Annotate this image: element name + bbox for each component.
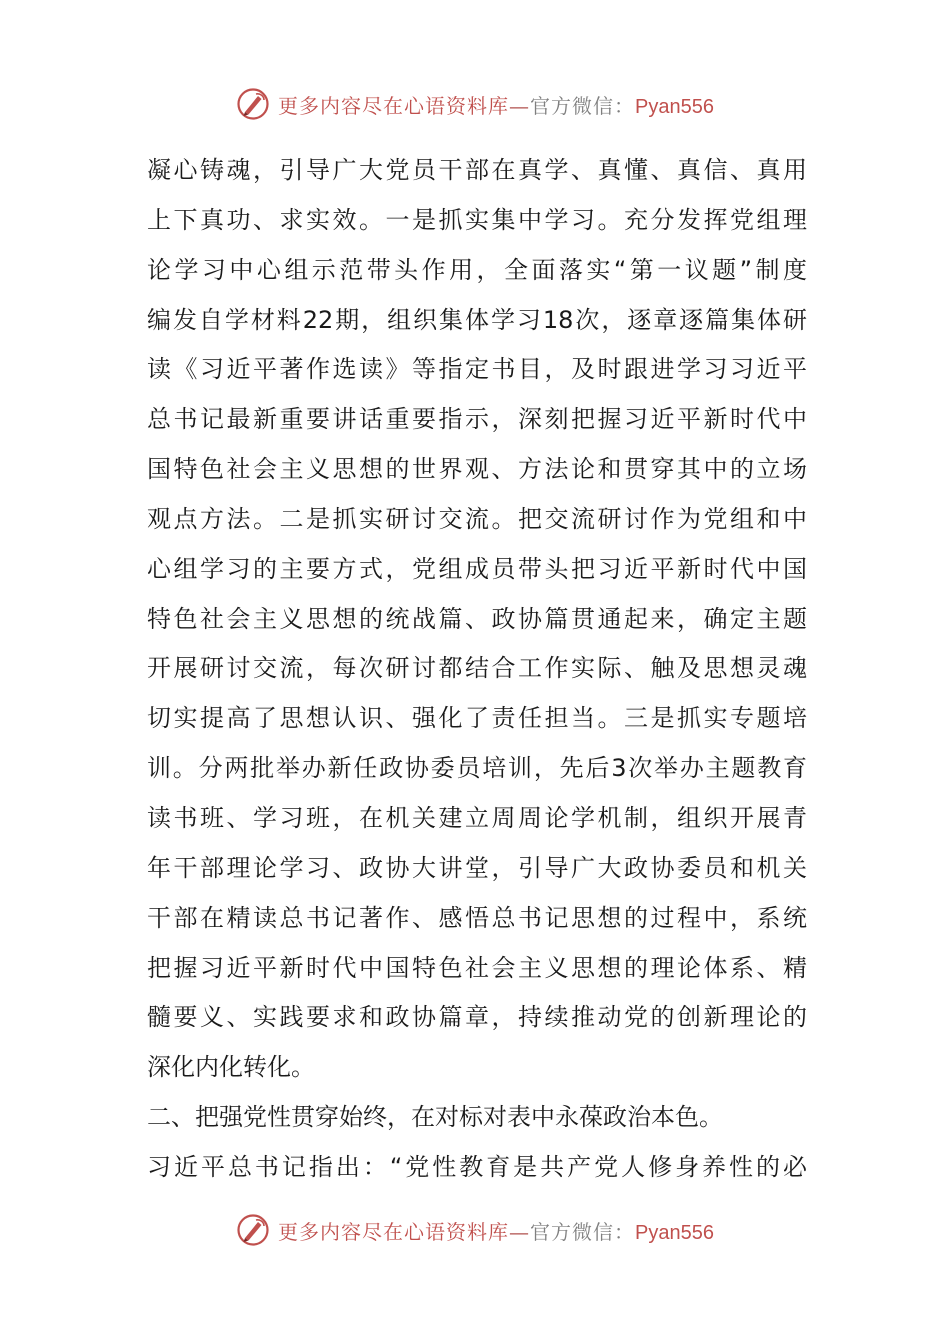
- text-line: 编发自学材料22期，组织集体学习18次，逐章逐篇集体研: [147, 305, 807, 334]
- text-line: 深化内化转化。: [147, 1053, 315, 1082]
- text-line: 特色社会主义思想的统战篇、政协篇贯通起来，确定主题: [147, 604, 807, 633]
- text-line: 切实提高了思想认识、强化了责任担当。三是抓实专题培: [147, 704, 807, 733]
- banner-title: 更多内容尽在心语资料库: [278, 1219, 510, 1244]
- pen-logo-icon: [236, 1213, 270, 1247]
- text-line: 心组学习的主要方式，党组成员带头把习近平新时代中国: [147, 554, 807, 583]
- text-line: 髓要义、实践要求和政协篇章，持续推动党的创新理论的: [147, 1003, 807, 1032]
- text-line: 开展研讨交流，每次研讨都结合工作实际、触及思想灵魂: [147, 654, 807, 683]
- pen-logo-icon: [236, 87, 270, 121]
- banner-wechat-id: Pyan556: [635, 95, 714, 118]
- footer-banner: [0, 1210, 950, 1250]
- text-line: 国特色社会主义思想的世界观、方法论和贯穿其中的立场: [147, 455, 807, 484]
- banner-separator: —: [509, 1219, 531, 1244]
- banner-title: 更多内容尽在心语资料库: [278, 93, 510, 118]
- text-line: 观点方法。二是抓实研讨交流。把交流研讨作为党组和中: [147, 504, 807, 533]
- banner-label: [278, 1216, 714, 1245]
- header-banner: [0, 84, 950, 124]
- text-line: 干部在精读总书记著作、感悟总书记思想的过程中，系统: [147, 903, 807, 932]
- banner-wechat-id: Pyan556: [635, 1221, 714, 1244]
- text-line: 论学习中心组示范带头作用，全面落实“第一议题”制度: [147, 255, 807, 284]
- text-line: 把握习近平新时代中国特色社会主义思想的理论体系、精: [147, 953, 807, 982]
- text-line: 上下真功、求实效。一是抓实集中学习。充分发挥党组理: [147, 205, 807, 234]
- text-line: 总书记最新重要讲话重要指示，深刻把握习近平新时代中: [147, 405, 807, 434]
- banner-wechat-label: 官方微信：: [530, 93, 636, 118]
- text-line: 读《习近平著作选读》等指定书目，及时跟进学习习近平: [147, 355, 807, 384]
- banner-wechat-label: 官方微信：: [530, 1219, 636, 1244]
- text-line: 凝心铸魂，引导广大党员干部在真学、真懂、真信、真用: [147, 156, 807, 184]
- text-line: 习近平总书记指出：“党性教育是共产党人修身养性的必: [147, 1152, 807, 1181]
- section-heading: 二、把强党性贯穿始终，在对标对表中永葆政治本色。: [147, 1103, 723, 1132]
- text-line: 年干部理论学习、政协大讲堂，引导广大政协委员和机关: [147, 853, 807, 882]
- text-line: 训。分两批举办新任政协委员培训，先后3次举办主题教育: [147, 754, 807, 783]
- banner-label: [278, 90, 714, 119]
- document-body: [147, 146, 807, 1193]
- text-line: 读书班、学习班，在机关建立周周论学机制，组织开展青: [147, 803, 807, 832]
- banner-separator: —: [509, 93, 531, 118]
